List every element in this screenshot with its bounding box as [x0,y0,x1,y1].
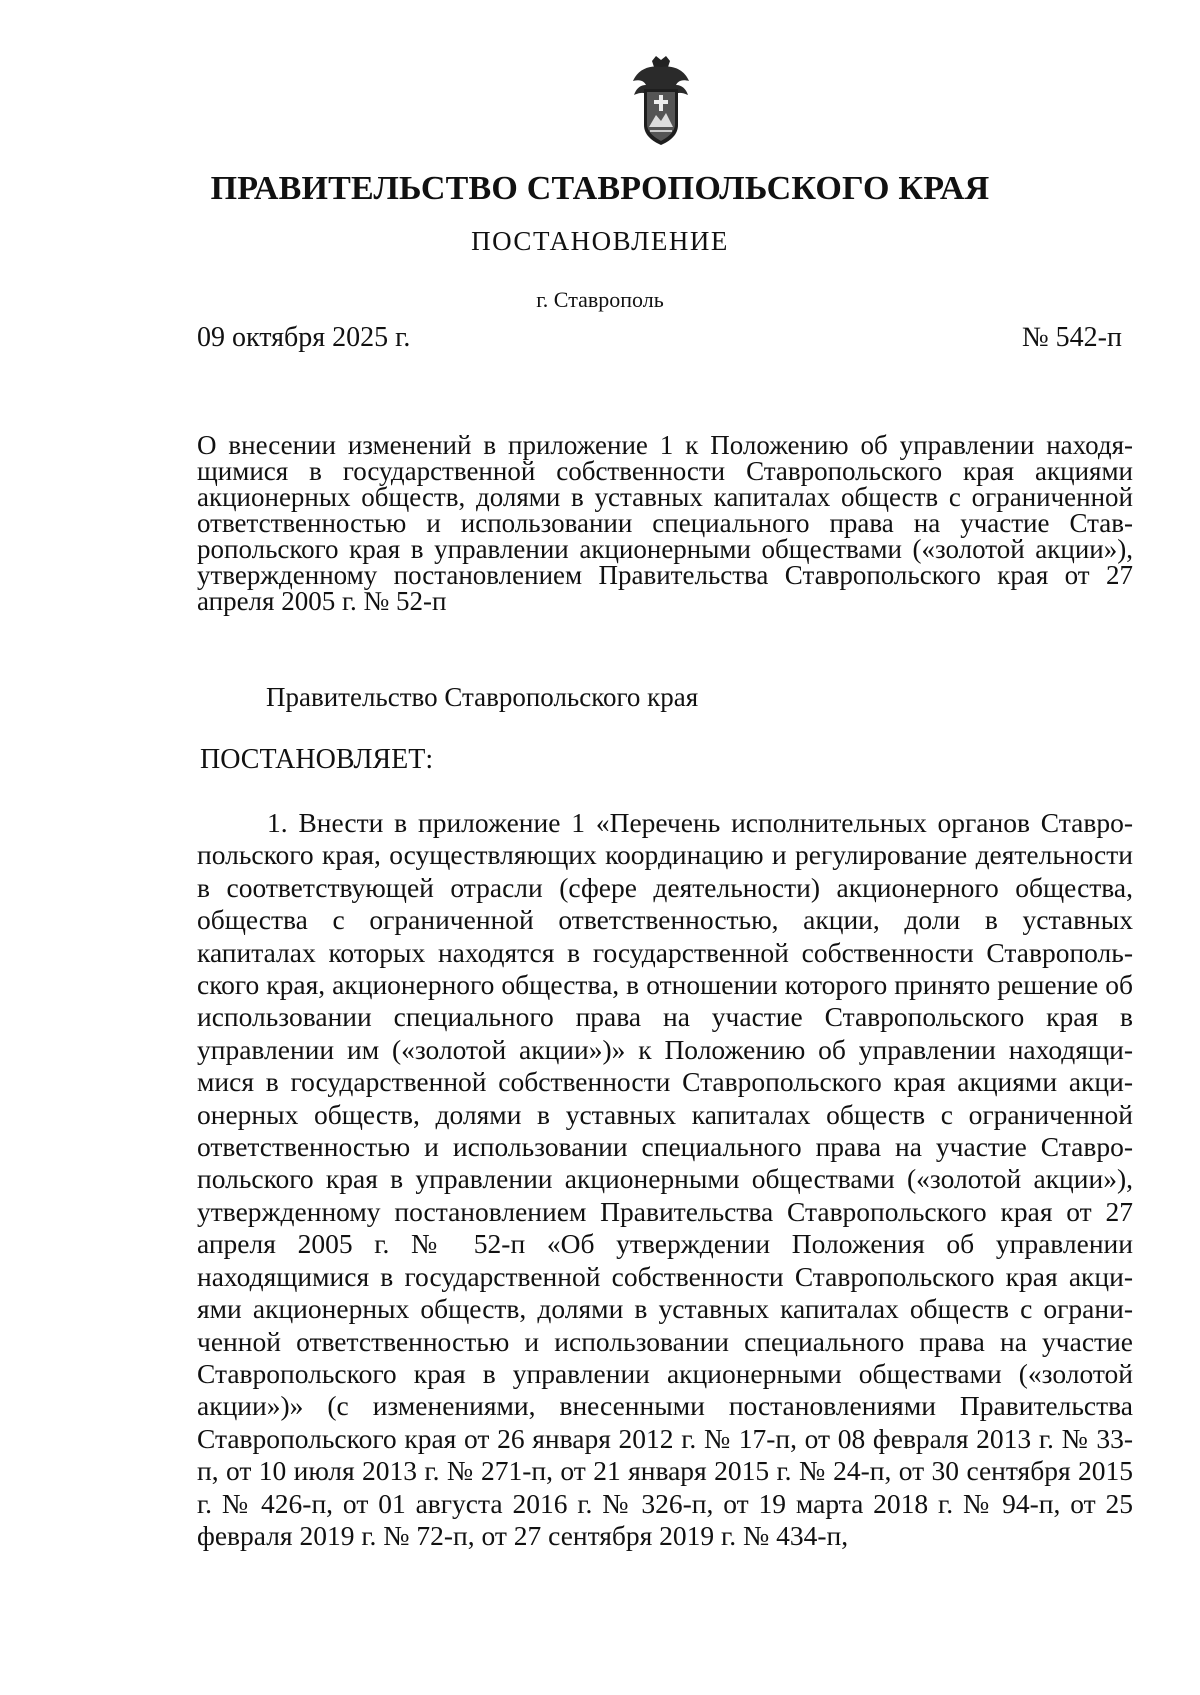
organization-title: ПРАВИТЕЛЬСТВО СТАВРОПОЛЬСКОГО КРАЯ [210,170,990,207]
issue-date: 09 октября 2025 г. [197,322,411,353]
paragraph-1: 1. Внести в приложение 1 «Перечень исполнительных органов Ставропольского края, осуществляющих координацию и регулирование деятельности в соответствующей отрасли (сфере деятельности) акционерного общества, общества с ограниченной ответственностью, акции, доли в уставных капиталах которых находятся в государственной собственности Ставропольского края, акционерного общества, в отношении которого принято решение об использовании специального права на участие Ставропольского края в управлении им («золотой акции»)» к Положению об управлении находящимися в государственной собственности Ставропольского края акциями акционерных обществ, долями в уставных капиталах обществ с ограниченной ответственностью и использовании специального права на участие Ставропольского края в управлении акционерными обществами («золотой акции»), утвержденному постановлением Правительства Ставропольского края от 27 апреля 2005 г. № 52-п «Об утверждении Положения об управлении находящимися в государственной собственности Ставропольского края акциями акционерных обществ, долями в уставных капиталах обществ с ограниченной ответственностью и использовании специального права на участие Ставропольского края в управлении акционерными обществами («золотой акции»)» (с изменениями, внесенными постановлениями Правительства Ставропольского края от 26 января 2012 г. № 17-п, от 08 февраля 2013 г. № 33-п, от 10 июля 2013 г. № 271-п, от 21 января 2015 г. № 24-п, от 30 сентября 2015 г. № 426-п, от 01 августа 2016 г. № 326-п, от 19 марта 2018 г. № 94-п, от 25 февраля 2019 г. № 72-п, от 27 сентября 2019 г. № 434-п, [197,807,1133,1551]
issue-city: г. Ставрополь [536,287,664,312]
document-number: № 542-п [1021,322,1122,353]
document-type: ПОСТАНОВЛЕНИЕ [471,226,729,256]
issuing-authority: Правительство Ставропольского края [266,682,699,712]
coat-of-arms-emblem [630,55,692,147]
document-subject: О внесении изменений в приложение 1 к Положению об управлении находящимися в государственной собственности Ставропольского края акциями акционерных обществ, долями в уставных капиталах обществ с ограниченной ответственностью и использовании специального права на участие Ставропольского края в управлении акционерными обществами («золотой акции»), утвержденному постановлением Правительства Ставропольского края от 27 апреля 2005 г. № 52-п [197,430,1133,616]
resolves-heading: ПОСТАНОВЛЯЕТ: [200,744,434,775]
